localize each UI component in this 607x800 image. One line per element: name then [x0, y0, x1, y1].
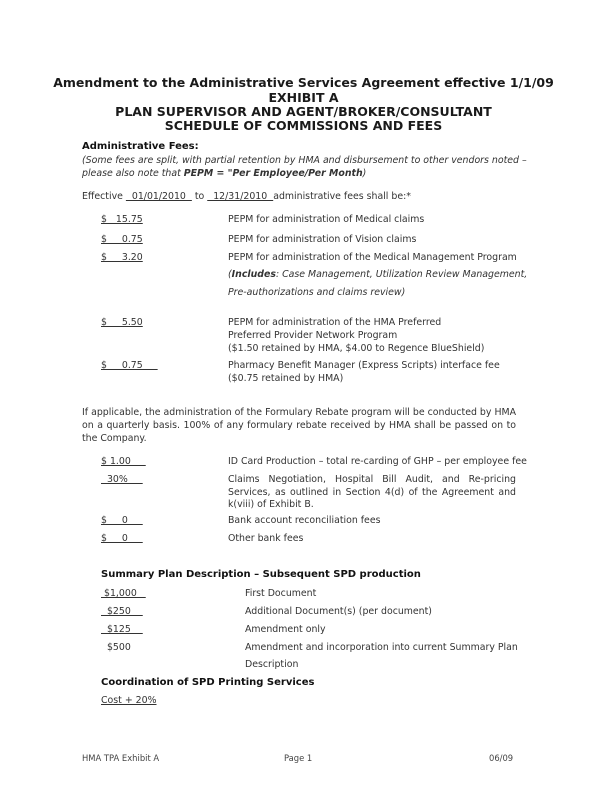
ppn-desc-line3: ($1.50 retained by HMA, $4.00 to Regence BlueShield) — [228, 343, 485, 354]
fee-amount: 30% — [101, 474, 143, 485]
spd-description: Amendment only — [245, 624, 326, 635]
spd-description: Amendment and incorporation into current Summary Plan — [245, 642, 518, 653]
effective-suffix: administrative fees shall be:* — [273, 191, 411, 202]
coordination-value: Cost + 20% — [101, 695, 157, 706]
admin-note-text: please also note that — [82, 168, 184, 179]
schedule-title: SCHEDULE OF COMMISSIONS AND FEES — [164, 118, 443, 133]
fee-description: PEPM for administration of the Medical Management Program — [228, 252, 517, 263]
effective-to-word: to — [191, 191, 208, 202]
exhibit-title: EXHIBIT A — [268, 90, 339, 105]
fee-amount: $ 3.20 — [101, 252, 143, 263]
effective-line — [82, 191, 411, 202]
spd-amount: $500 — [101, 642, 131, 653]
effective-from-date: 01/01/2010 — [125, 191, 192, 202]
spd-description-cont: Description — [245, 659, 299, 670]
amendment-title: Amendment to the Administrative Services Agreement effective 1/1/09 — [53, 75, 554, 90]
spd-amount: $250 — [101, 606, 143, 617]
fee-description: PEPM for administration of Medical claims — [228, 214, 425, 225]
pbm-desc-line2: ($0.75 retained by HMA) — [228, 373, 344, 384]
admin-fees-heading: Administrative Fees: — [82, 141, 199, 152]
fee-amount: $ 5.50 — [101, 317, 143, 328]
plan-supervisor-title: PLAN SUPERVISOR AND AGENT/BROKER/CONSULTANT — [115, 104, 492, 119]
fee-amount: $ 0.75 — [101, 360, 158, 371]
includes-label: Includes — [231, 269, 276, 280]
spd-description: First Document — [245, 588, 317, 599]
fee-description: PEPM for administration of Vision claims — [228, 234, 417, 245]
footer-left: HMA TPA Exhibit A — [82, 753, 160, 763]
fee-description: Claims Negotiation, Hospital Bill Audit, and Re-pricing Services, as outlined in Section 4(d) of the Agreement and k(viii) of Exhibit B. — [228, 474, 516, 510]
includes-line2: Pre-authorizations and claims review) — [228, 287, 406, 298]
footer-date: 06/09 — [489, 753, 514, 763]
fee-amount: $ 15.75 — [101, 214, 143, 225]
spd-amount: $1,000 — [101, 588, 146, 599]
pbm-desc-line1: Pharmacy Benefit Manager (Express Scripts) interface fee — [228, 360, 500, 371]
includes-line — [228, 269, 527, 280]
ppn-desc-line1: PEPM for administration of the HMA Preferred — [228, 317, 442, 328]
admin-note-line1: (Some fees are split, with partial retention by HMA and disbursement to other vendors noted – — [82, 155, 527, 166]
rebate-paragraph: If applicable, the administration of the Formulary Rebate program will be conducted by HMA on a quarterly basis. 100% of any formulary rebate received by HMA shall be passed on to the Company. — [82, 407, 516, 444]
fee-amount: $ 0 — [101, 533, 143, 544]
includes-open-paren: ( — [228, 269, 232, 280]
admin-note-line2 — [82, 168, 366, 179]
spd-description: Additional Document(s) (per document) — [245, 606, 432, 617]
ppn-desc-line2: Preferred Provider Network Program — [228, 330, 398, 341]
fee-description: Other bank fees — [228, 533, 304, 544]
pepm-definition: PEPM = "Per Employee/Per Month — [183, 168, 363, 179]
effective-label: Effective — [82, 191, 126, 202]
fee-amount: $ 0 — [101, 515, 143, 526]
fee-amount: $ 1.00 — [101, 456, 146, 467]
footer-page: Page 1 — [284, 753, 313, 763]
includes-text: : Case Management, Utilization Review Management, — [275, 269, 528, 280]
spd-heading: Summary Plan Description – Subsequent SPD production — [101, 569, 421, 580]
admin-note-close: ) — [362, 168, 367, 179]
fee-amount: $ 0.75 — [101, 234, 143, 245]
fee-description: Bank account reconciliation fees — [228, 515, 381, 526]
spd-amount: $125 — [101, 624, 143, 635]
fee-description: ID Card Production – total re-carding of GHP – per employee fee — [228, 456, 527, 467]
coordination-heading: Coordination of SPD Printing Services — [101, 677, 315, 688]
effective-to-date: 12/31/2010 — [207, 191, 274, 202]
